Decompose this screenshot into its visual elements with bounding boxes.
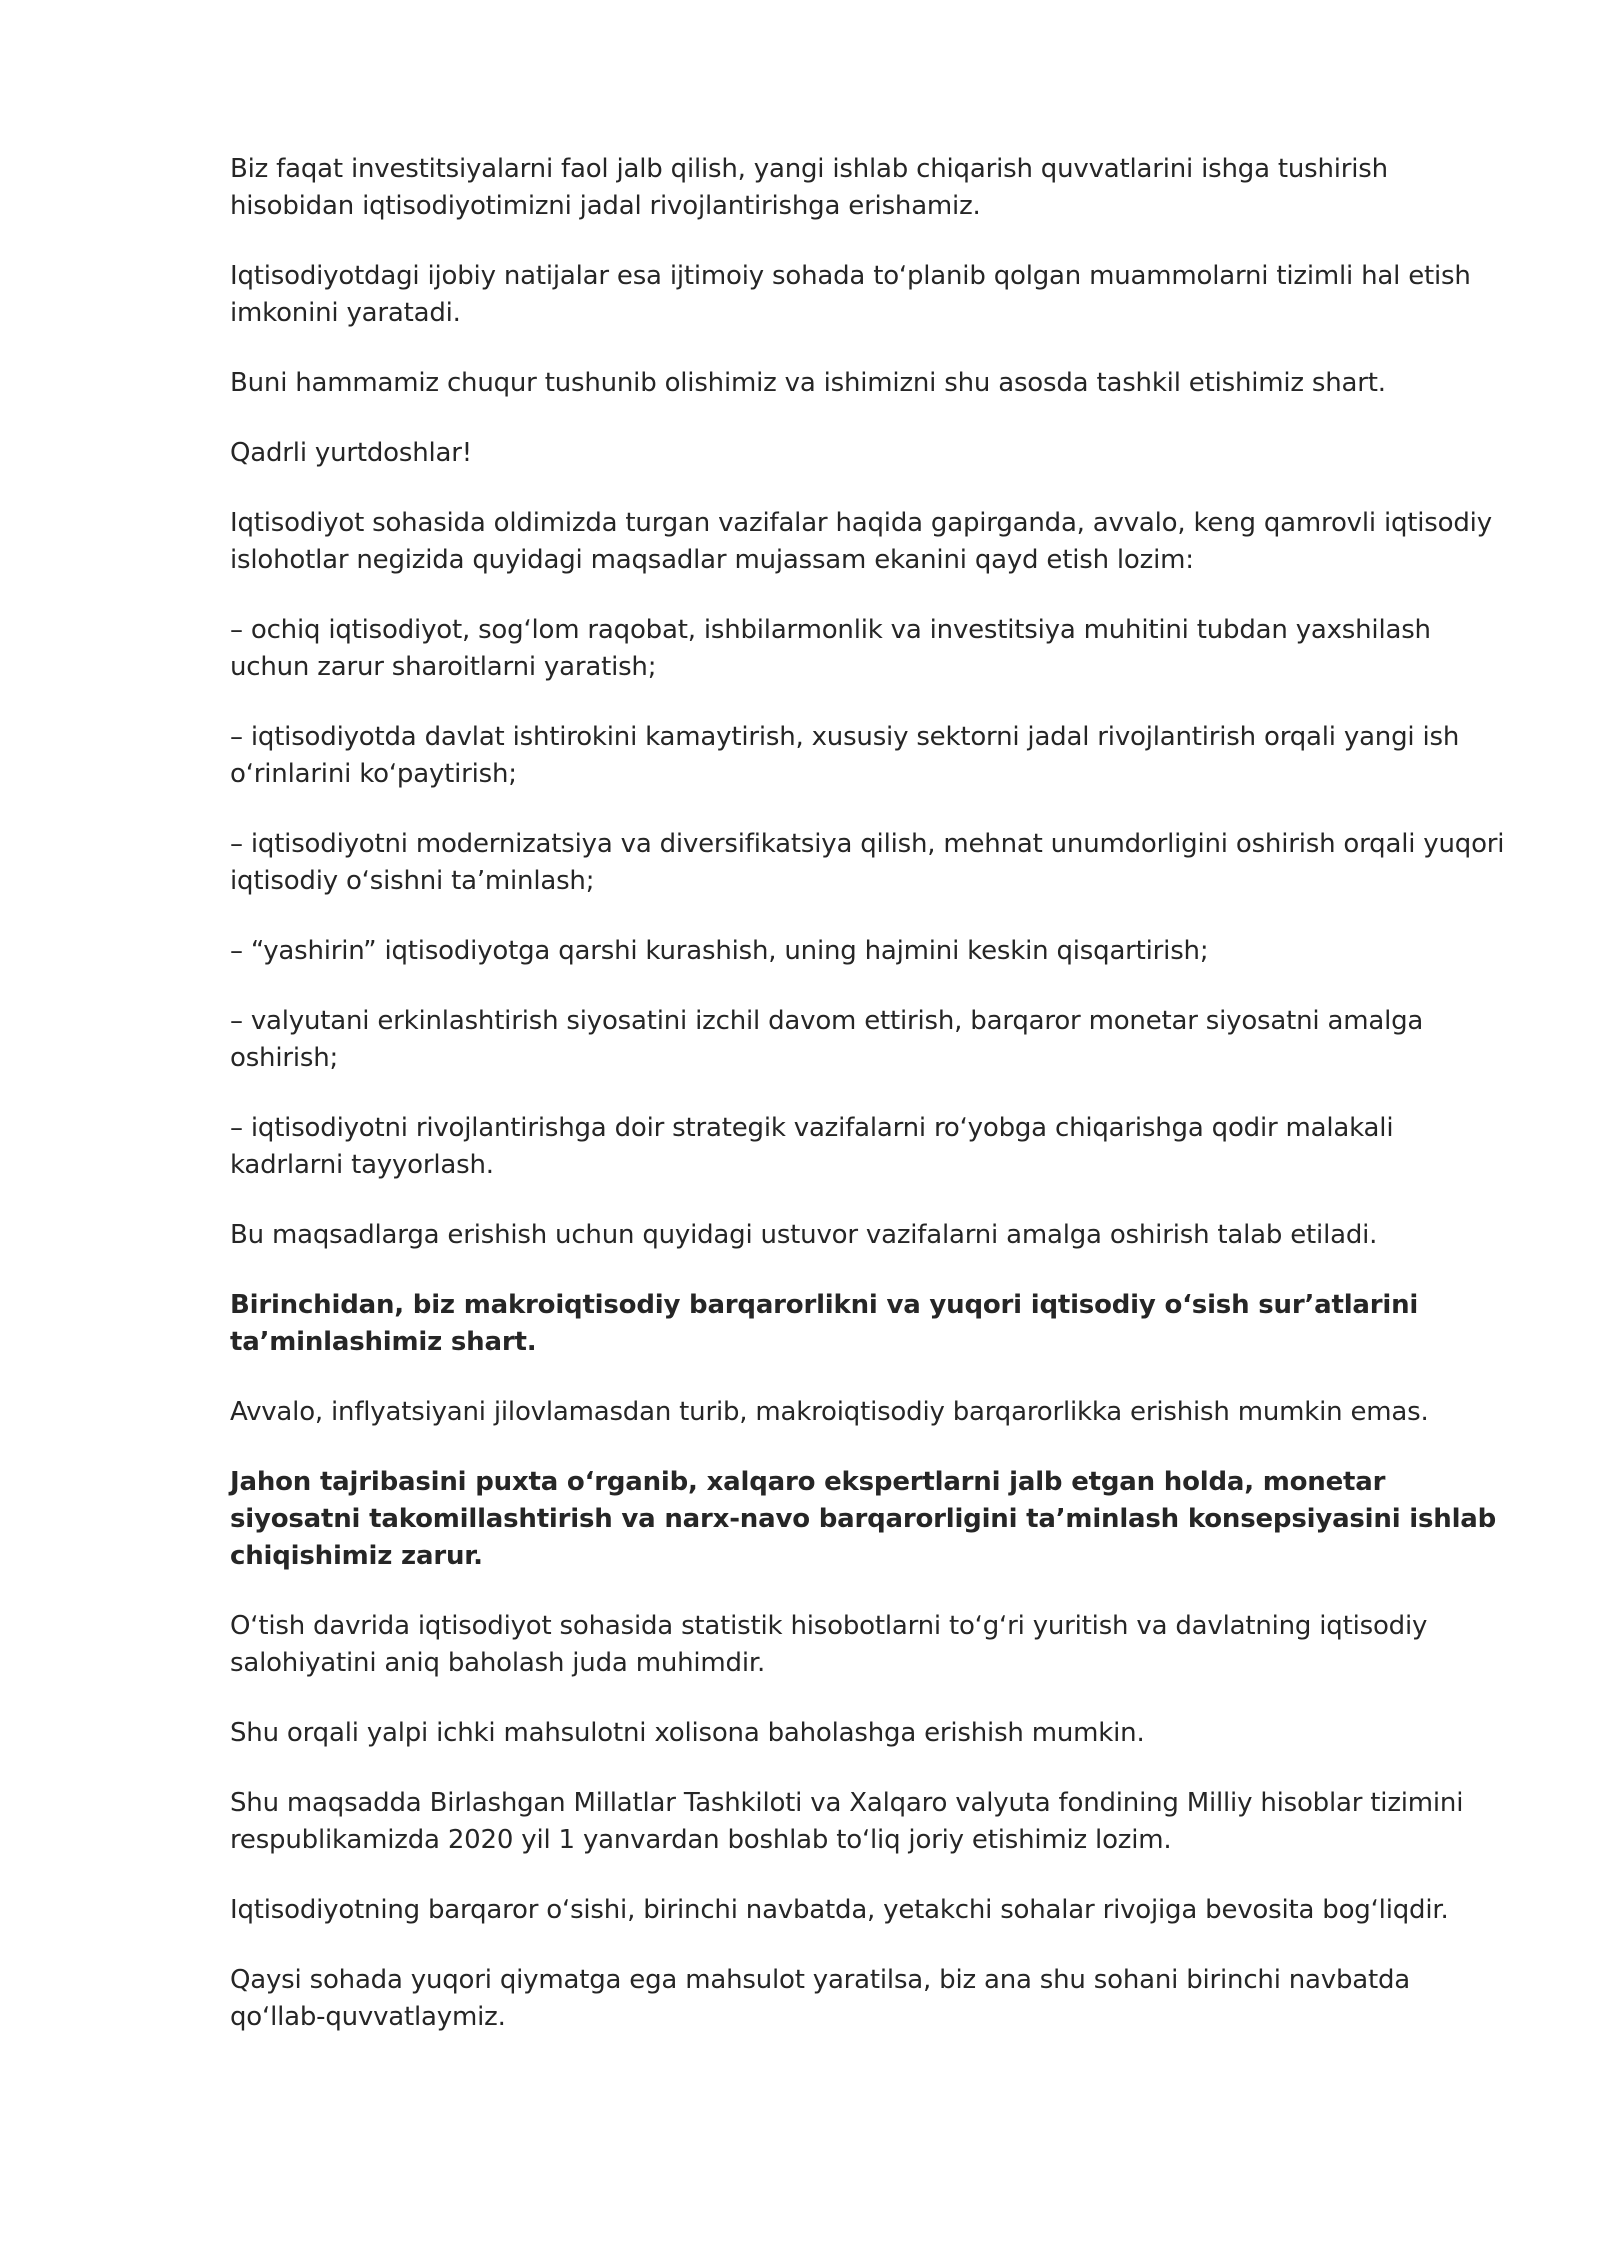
paragraph: Buni hammamiz chuqur tushunib olishimiz va ishimizni shu asosda tashkil etishimiz shart. <box>230 368 1386 398</box>
paragraph: Qaysi sohada yuqori qiymatga ega mahsulot yaratilsa, biz ana shu sohani birinchi navbatda qoʻllab-quvvatlaymiz. <box>230 1965 1411 2032</box>
paragraph: Iqtisodiyot sohasida oldimizda turgan vazifalar haqida gapirganda, avvalo, keng qamrovli iqtisodiy islohotlar negizida quyidagi maqsadlar mujassam ekanini qayd etish lozim: <box>230 508 1492 575</box>
list-item: – ochiq iqtisodiyot, sogʻlom raqobat, ishbilarmonlik va investitsiya muhitini tubdan yaxshilash uchun zarur sharoitlarni yaratish; <box>230 615 1431 682</box>
paragraph: Avvalo, inflyatsiyani jilovlamasdan turib, makroiqtisodiy barqarorlikka erishish mumkin emas. <box>230 1397 1429 1427</box>
list-item: – “yashirin” iqtisodiyotga qarshi kurashish, uning hajmini keskin qisqartirish; <box>230 936 1209 966</box>
paragraph: Iqtisodiyotdagi ijobiy natijalar esa ijtimoiy sohada toʻplanib qolgan muammolarni tizimli hal etish imkonini yaratadi. <box>230 261 1471 328</box>
list-item: – iqtisodiyotni rivojlantirishga doir strategik vazifalarni roʻyobga chiqarishga qodir malakali kadrlarni tayyorlash. <box>230 1113 1394 1180</box>
list-item: – valyutani erkinlashtirish siyosatini izchil davom ettirish, barqaror monetar siyosatni amalga oshirish; <box>230 1006 1424 1073</box>
list-item: – iqtisodiyotni modernizatsiya va diversifikatsiya qilish, mehnat unumdorligini oshirish orqali yuqori iqtisodiy oʻsishni taʼminlash; <box>230 829 1505 896</box>
list-item: – iqtisodiyotda davlat ishtirokini kamaytirish, xususiy sektorni jadal rivojlantirish orqali yangi ish oʻrinlarini koʻpaytirish; <box>230 722 1460 789</box>
paragraph: Oʻtish davrida iqtisodiyot sohasida statistik hisobotlarni toʻgʻri yuritish va davlatning iqtisodiy salohiyatini aniq baholash juda muhimdir. <box>230 1611 1428 1678</box>
paragraph: Shu orqali yalpi ichki mahsulotni xolisona baholashga erishish mumkin. <box>230 1718 1145 1748</box>
paragraph: Biz faqat investitsiyalarni faol jalb qilish, yangi ishlab chiqarish quvvatlarini ishga tushirish hisobidan iqtisodiyotimizni jadal rivojlantirishga erishamiz. <box>230 154 1388 221</box>
bold-paragraph: Jahon tajribasini puxta oʻrganib, xalqaro ekspertlarni jalb etgan holda, monetar siyosatni takomillashtirish va narx-navo barqarorligini taʼminlash konsepsiyasini ishlab chiqishimiz zarur. <box>230 1467 1497 1571</box>
bold-paragraph: Birinchidan, biz makroiqtisodiy barqarorlikni va yuqori iqtisodiy oʻsish surʼatlarini taʼminlashimiz shart. <box>230 1290 1419 1357</box>
paragraph: Bu maqsadlarga erishish uchun quyidagi ustuvor vazifalarni amalga oshirish talab etiladi. <box>230 1220 1378 1250</box>
paragraph: Shu maqsadda Birlashgan Millatlar Tashkiloti va Xalqaro valyuta fondining Milliy hisoblar tizimini respublikamizda 2020 yil 1 yanvardan boshlab toʻliq joriy etishimiz lozim. <box>230 1788 1464 1855</box>
document-body <box>230 151 1510 2069</box>
paragraph: Iqtisodiyotning barqaror oʻsishi, birinchi navbatda, yetakchi sohalar rivojiga bevosita bogʻliqdir. <box>230 1895 1449 1925</box>
greeting-paragraph: Qadrli yurtdoshlar! <box>230 438 472 468</box>
